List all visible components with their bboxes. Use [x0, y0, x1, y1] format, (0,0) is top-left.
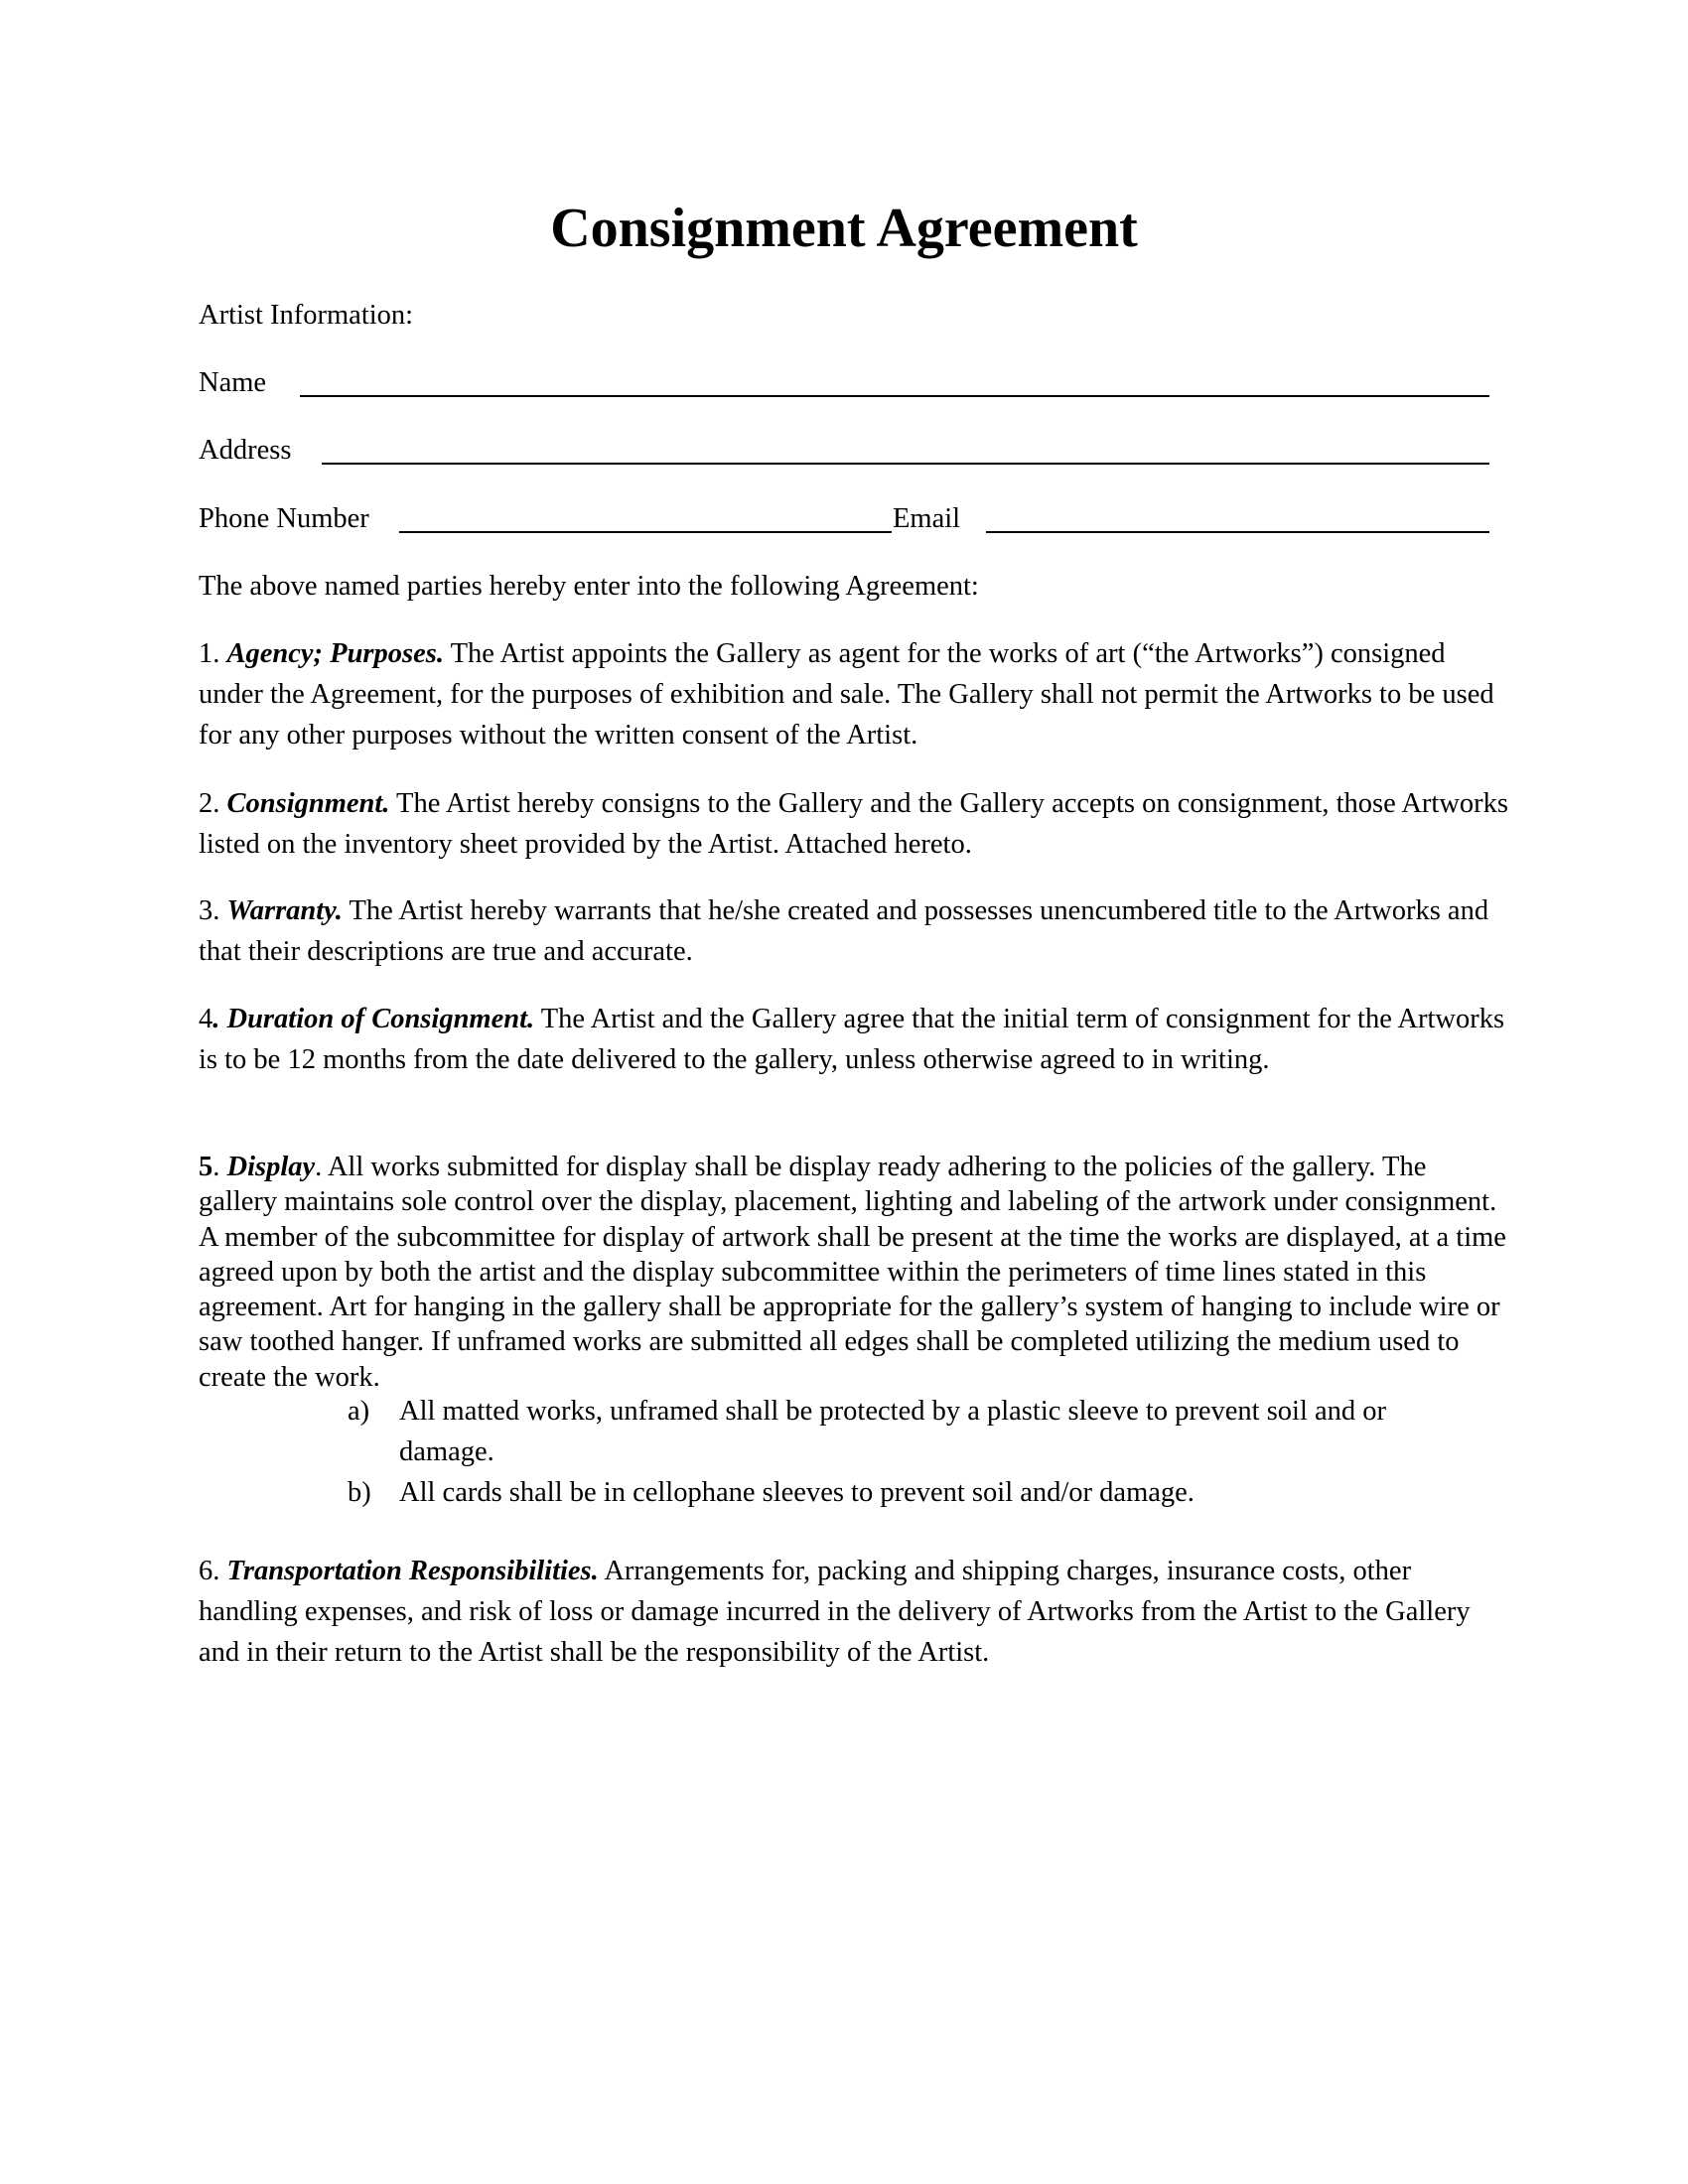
- list-item-text: All cards shall be in cellophane sleeves to prevent soil and/or damage.: [399, 1477, 1195, 1508]
- section-duration: [199, 999, 1509, 1080]
- list-item-label: b): [348, 1477, 371, 1508]
- email-label: Email: [893, 503, 961, 534]
- section-heading: Warranty.: [226, 895, 343, 926]
- section-body: Arrangements for, packing and shipping charges, insurance costs, other handling expenses, and risk of loss or damage incurred in the delivery of Artworks from the Artist to the Gallery and in their return to the Artist shall be the responsibility of the Artist.: [199, 1556, 1471, 1668]
- document-title: Consignment Agreement: [550, 198, 1138, 259]
- section-heading: Consignment.: [226, 788, 390, 819]
- section-body: The Artist hereby warrants that he/she created and possesses unencumbered title to the Artworks and that their descriptions are true and accurate.: [199, 895, 1489, 967]
- section-agency-purposes: [199, 633, 1509, 755]
- section-body: The Artist appoints the Gallery as agent for the works of art (“the Artworks”) consigned under the Agreement, for the purposes of exhibition and sale. The Gallery shall not permit the Artworks to be used for any other purposes without the written consent of the Artist.: [199, 638, 1494, 751]
- artist-info-label: Artist Information:: [199, 300, 414, 331]
- name-label: Name: [199, 367, 267, 398]
- section-number: 3.: [199, 895, 220, 926]
- section-number: 6.: [199, 1556, 220, 1586]
- section-body: The Artist and the Gallery agree that the initial term of consignment for the Artworks is to be 12 months from the date delivered to the gallery, unless otherwise agreed to in writing.: [199, 1004, 1505, 1075]
- section-number-suffix: .: [212, 1152, 220, 1182]
- section-heading: Agency; Purposes.: [226, 638, 444, 669]
- list-item-label: a): [348, 1396, 370, 1427]
- section-heading: Display: [226, 1152, 316, 1182]
- list-item-text: All matted works, unframed shall be protected by a plastic sleeve to prevent soil and or damage.: [399, 1396, 1387, 1467]
- address-field-line[interactable]: [322, 463, 1489, 465]
- section-body: The Artist hereby consigns to the Gallery and the Gallery accepts on consignment, those Artworks listed on the inventory sheet provided by the Artist. Attached hereto.: [199, 788, 1508, 860]
- section-number: 1.: [199, 638, 220, 669]
- phone-label: Phone Number: [199, 503, 369, 534]
- section-number: 4: [199, 1004, 213, 1034]
- email-field-line[interactable]: [986, 531, 1489, 533]
- address-label: Address: [199, 435, 292, 466]
- intro-text: The above named parties hereby enter into the following Agreement:: [199, 571, 979, 602]
- section-number: 2.: [199, 788, 220, 819]
- section-heading: Transportation Responsibilities.: [226, 1556, 599, 1586]
- name-field-line[interactable]: [300, 395, 1489, 397]
- section-number: 5: [199, 1152, 213, 1182]
- phone-field-line[interactable]: [399, 531, 892, 533]
- section-consignment: [199, 783, 1509, 865]
- section-body: . All works submitted for display shall be display ready adhering to the policies of the gallery. The gallery maintains sole control over the display, placement, lighting and labeling of the artwork under consignment. A member of the subcommittee for display of artwork shall be present at the time the works are displayed, at a time agreed upon by both the artist and the display subcommittee within the perimeters of time lines stated in this agreement. Art for hanging in the gallery shall be appropriate for the gallery’s system of hanging to include wire or saw toothed hanger. If unframed works are submitted all edges shall be completed utilizing the medium used to create the work.: [199, 1152, 1506, 1393]
- section-warranty: [199, 890, 1509, 972]
- section-display: [199, 1150, 1509, 1395]
- section-heading: . Duration of Consignment.: [212, 1004, 535, 1034]
- section-transportation: [199, 1551, 1509, 1673]
